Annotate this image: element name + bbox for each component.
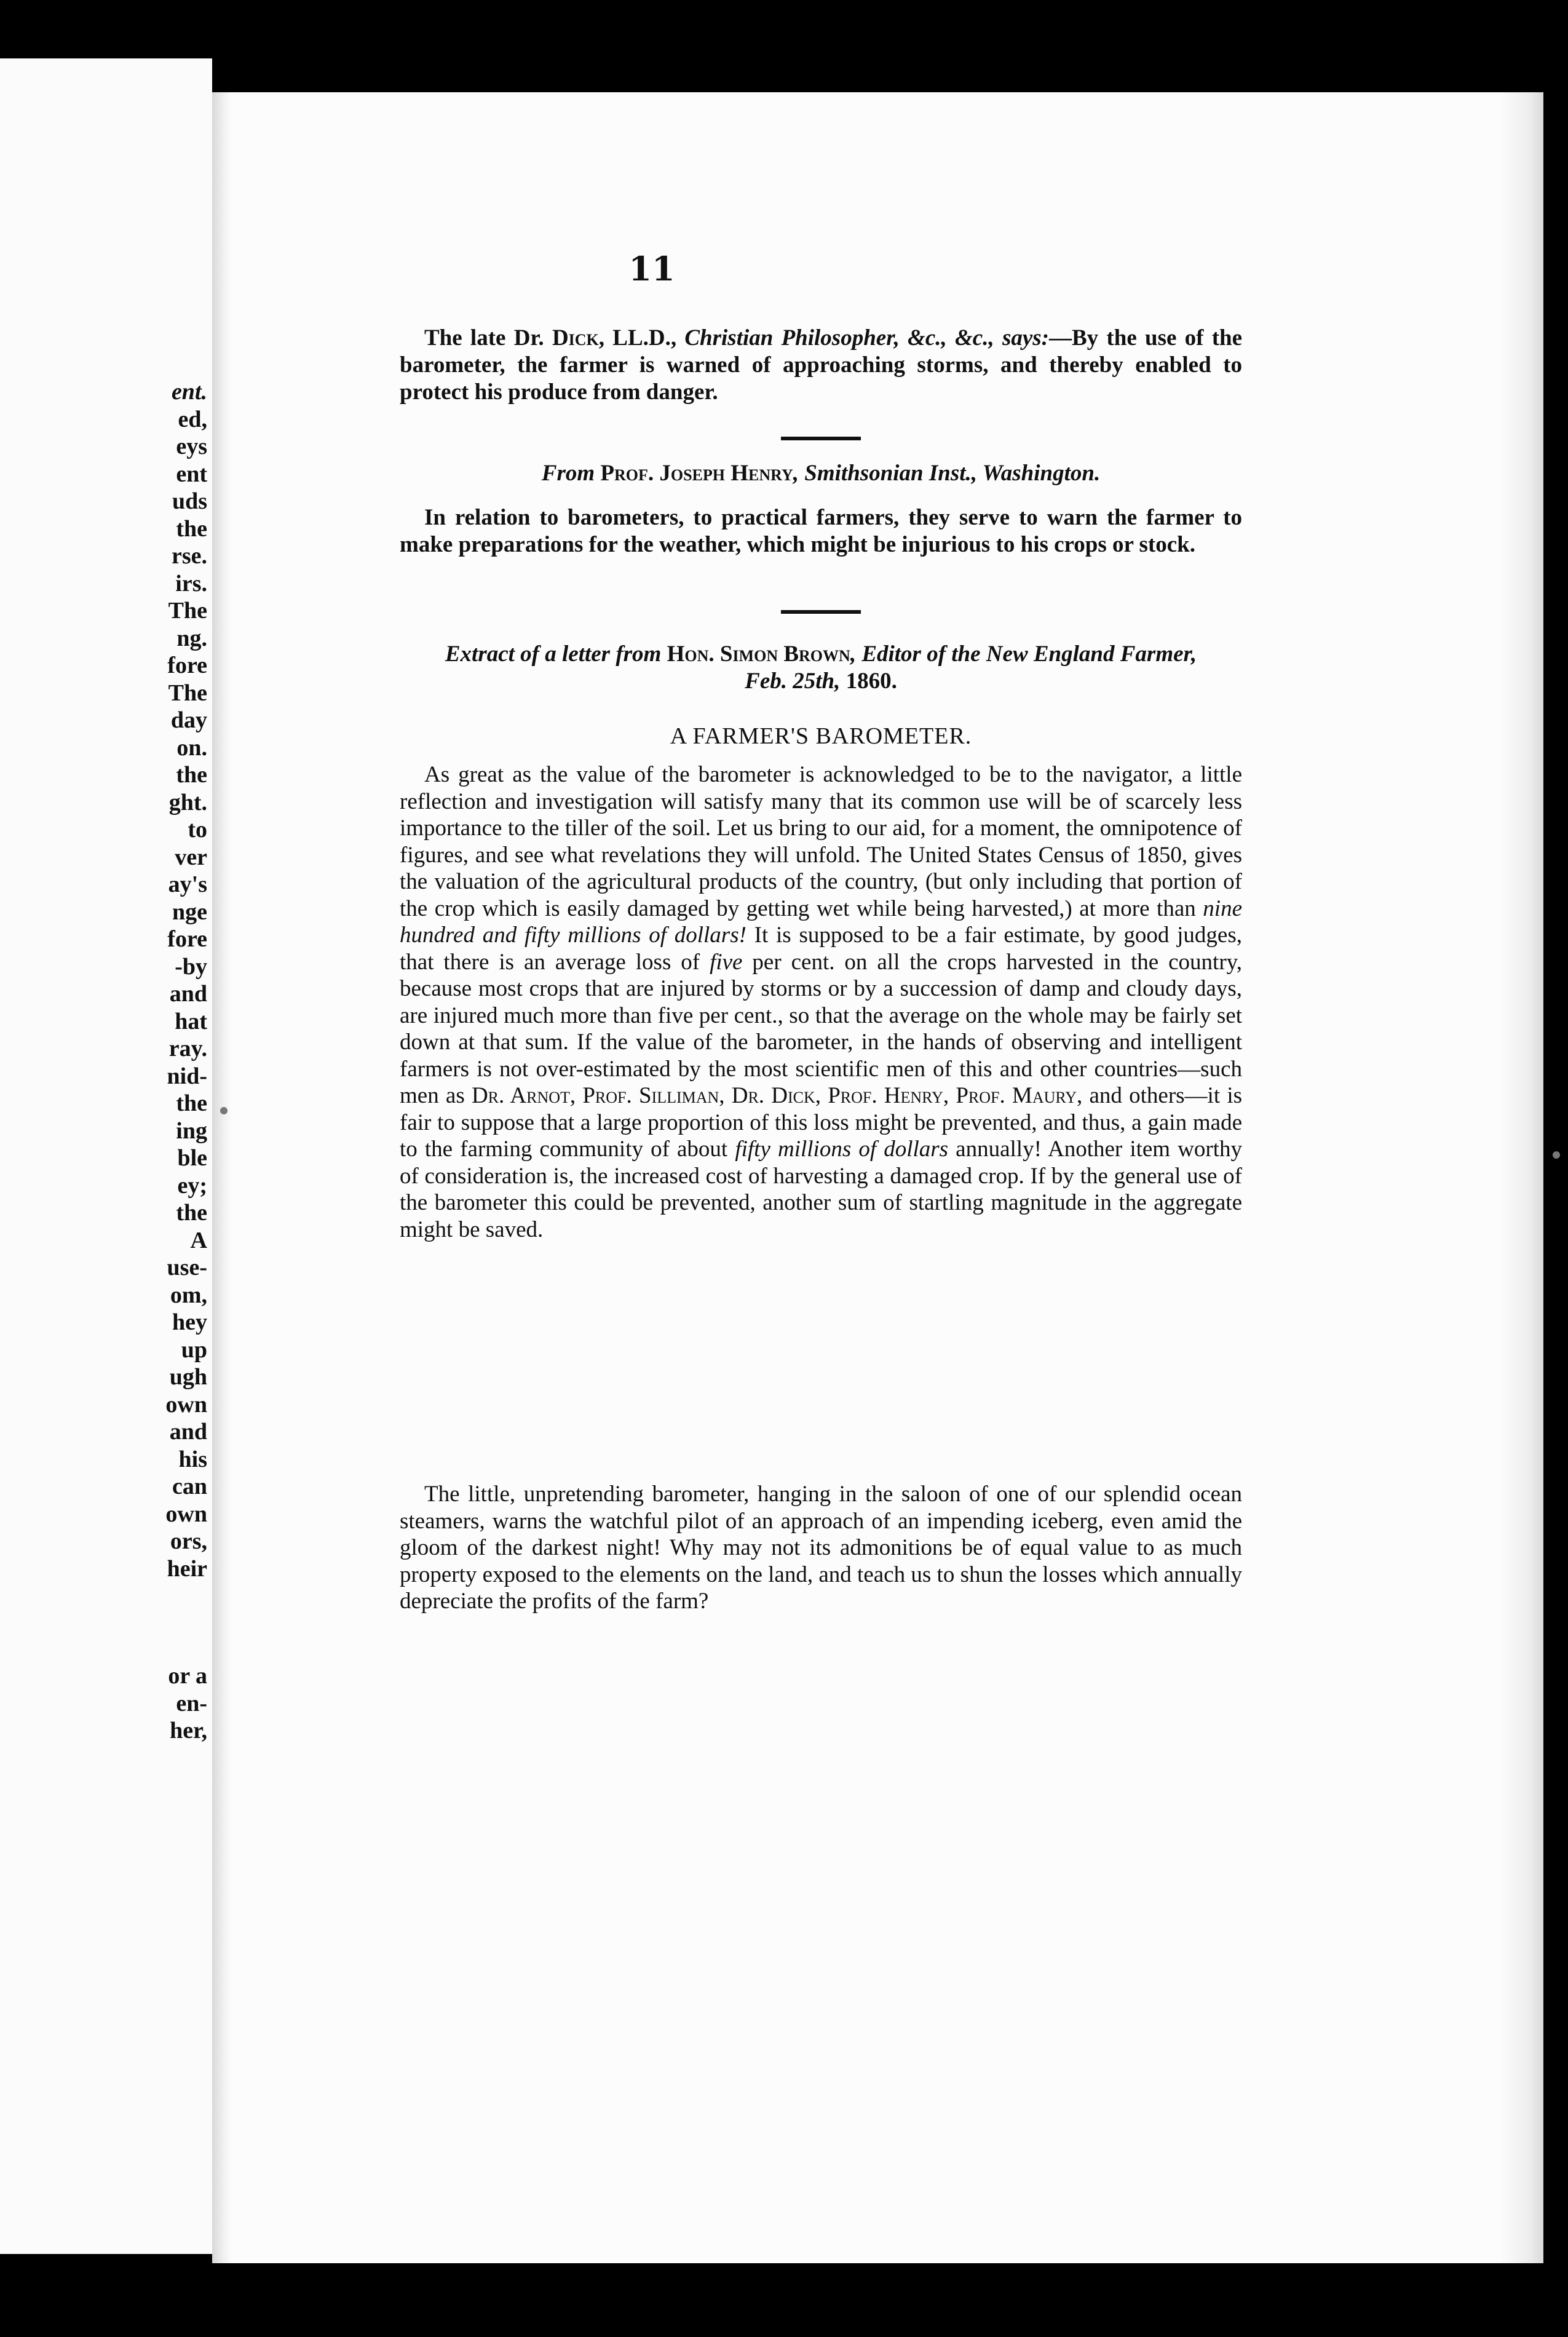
previous-page-line: can xyxy=(172,1474,207,1499)
divider-rule xyxy=(781,437,861,440)
dick-quote-text: —By the use of the barometer, the farmer is warned of approaching storms, and thereby enabled to protect his produce from danger. xyxy=(400,325,1243,405)
previous-page-line: ray. xyxy=(168,1036,207,1061)
previous-page-line: his xyxy=(178,1446,207,1472)
previous-page-line: A xyxy=(190,1227,207,1253)
previous-page-line: the xyxy=(176,1090,207,1116)
previous-page-line: om, xyxy=(170,1282,207,1308)
dick-degree: , LL.D., xyxy=(598,325,685,351)
previous-page-line: the xyxy=(176,762,207,788)
article-p1-names: Dr. Arnot, Prof. Silliman, Dr. Dick, Prof. Henry, Prof. Maury, xyxy=(471,1083,1083,1108)
scan-speck xyxy=(1553,1151,1560,1159)
previous-page-line: ugh xyxy=(169,1364,207,1390)
previous-page-line: and xyxy=(169,1419,207,1445)
previous-page-line: -by xyxy=(175,953,207,980)
previous-page-line: nid- xyxy=(167,1063,207,1089)
previous-page-line: ed, xyxy=(178,406,207,432)
previous-page-line: en- xyxy=(176,1690,207,1716)
previous-page-line: irs. xyxy=(175,570,207,597)
article-p1-italic-fifty: fifty millions of dollars xyxy=(735,1137,949,1162)
article-p1-text-a: As great as the value of the barometer is acknowledged to be to the navigator, a little reflection and investigation will satisfy many that its common use will be of scarcely less importance to the tiller of the soil. Let us bring to our aid, for a moment, the omnipotence of figures, and see what revelations they will unfold. The United States Census of 1850, gives the valuation of the agricultural products of the country, (but only including that portion of the crop which is easily damaged by getting wet while being harvested,) at more than xyxy=(400,762,1242,921)
previous-page-line: the xyxy=(176,515,207,542)
page xyxy=(231,92,1543,2263)
dick-works: Christian Philosopher, &c., &c., says: xyxy=(684,325,1049,351)
previous-page-line: ng. xyxy=(176,625,207,651)
dick-quote-prefix: The late Dr. xyxy=(424,325,552,351)
previous-page-line: ey; xyxy=(177,1172,207,1199)
book-gutter xyxy=(212,92,231,2263)
previous-page-gap xyxy=(84,1582,207,1662)
previous-page-line: day xyxy=(170,707,207,733)
dick-name: Dick xyxy=(552,325,599,351)
dick-quote xyxy=(400,325,1242,406)
article-p1-text-b: It is supposed to be a fair estimate, by good judges, that there is an average loss of xyxy=(400,922,1242,975)
article-p1-italic-sum: nine hundred and fifty millions of dollars! xyxy=(400,895,1242,948)
previous-page-line: eys xyxy=(176,434,207,459)
previous-page-line: ble xyxy=(177,1145,207,1171)
previous-page-line: fore xyxy=(167,653,207,678)
previous-page-line: rse. xyxy=(171,543,207,569)
previous-page-line: ors, xyxy=(170,1528,207,1554)
previous-page-line: her, xyxy=(170,1718,207,1744)
henry-attribution xyxy=(400,460,1242,487)
henry-name: Prof. Joseph Henry xyxy=(600,461,793,486)
previous-page-line: ent xyxy=(176,461,207,487)
henry-institution: , Smithsonian Inst., Washington. xyxy=(793,461,1101,486)
previous-page-line: to xyxy=(188,817,207,843)
brown-year: 1860. xyxy=(845,669,897,694)
previous-page-text-edge xyxy=(84,378,207,1745)
previous-page-line: The xyxy=(168,680,207,706)
previous-page-line: nge xyxy=(172,899,207,925)
previous-page-line: hat xyxy=(175,1008,207,1034)
henry-quote: In relation to barometers, to practical farmers, they serve to warn the farmer to make preparations for the weather, which might be injurious to his crops or stock. xyxy=(400,505,1242,557)
previous-page-line: ing xyxy=(176,1117,207,1144)
previous-page-line: hey xyxy=(172,1309,207,1335)
previous-page-line: fore xyxy=(167,926,207,952)
previous-page-line: ent. xyxy=(171,379,207,405)
article-p1-text-c: per cent. on all the crops harvested in the country, because most crops that are injured by storms or by a succession of damp and cloudy days, are injured much more than five per cent., so that the average on the whole may be fairly set down at that sum. If the value of the barometer, in the hands of observing and intelligent farmers is not over-estimated by the most scientific men of this and other countries—such men as xyxy=(400,949,1242,1108)
brown-attribution xyxy=(400,641,1242,695)
previous-page-line: the xyxy=(176,1200,207,1226)
previous-page-line: and xyxy=(169,981,207,1007)
article-p1-text-d: and others—it is fair to suppose that a large proportion of this loss might be prevented, and thus, a gain made to the farming community of about xyxy=(400,1083,1242,1162)
page-number: 11 xyxy=(628,249,675,288)
page-edge-shadow xyxy=(1500,92,1543,2263)
previous-page-fragment xyxy=(0,58,212,2254)
previous-page-line: use- xyxy=(167,1255,207,1280)
previous-page-line: own xyxy=(165,1391,207,1418)
article-heading: A FARMER'S BAROMETER. xyxy=(670,723,972,749)
divider-rule xyxy=(781,610,861,614)
previous-page-line: or a xyxy=(168,1663,207,1689)
article-paragraph-2: The little, unpretending barometer, hanging in the saloon of one of our splendid ocean steamers, warns the watchful pilot of an approach of an impending iceberg, even amid the gloom of the darkest night! Why may not its admonitions be of equal value to as much property exposed to the elements on the land, and teach us to shun the losses which annually depreciate the profits of the farm? xyxy=(400,1482,1242,1614)
brown-role: , Editor of the New England Farmer, Feb. 25th, xyxy=(745,641,1197,694)
previous-page-line: ght. xyxy=(168,789,207,815)
previous-page-line: on. xyxy=(176,734,207,761)
previous-page-line: uds xyxy=(172,488,207,514)
article-p1-italic-five: five xyxy=(710,949,743,975)
brown-name: Hon. Simon Brown xyxy=(667,641,850,667)
article-p1-text-e: annually! Another item worthy of consideration is, the increased cost of harvesting a damaged crop. If by the general use of the barometer this could be prevented, another sum of startling magnitude in the aggregate might be saved. xyxy=(400,1137,1243,1242)
scan-speck xyxy=(220,1107,228,1114)
article-paragraph-1 xyxy=(400,761,1242,1243)
previous-page-line: The xyxy=(168,598,207,624)
brown-extract: Extract of a letter from xyxy=(445,641,662,667)
previous-page-line: ay's xyxy=(168,871,207,897)
previous-page-line: own xyxy=(165,1501,207,1527)
previous-page-line: up xyxy=(181,1336,207,1363)
previous-page-line: heir xyxy=(167,1555,207,1582)
henry-from: From xyxy=(541,461,595,486)
previous-page-line: ver xyxy=(175,844,207,870)
